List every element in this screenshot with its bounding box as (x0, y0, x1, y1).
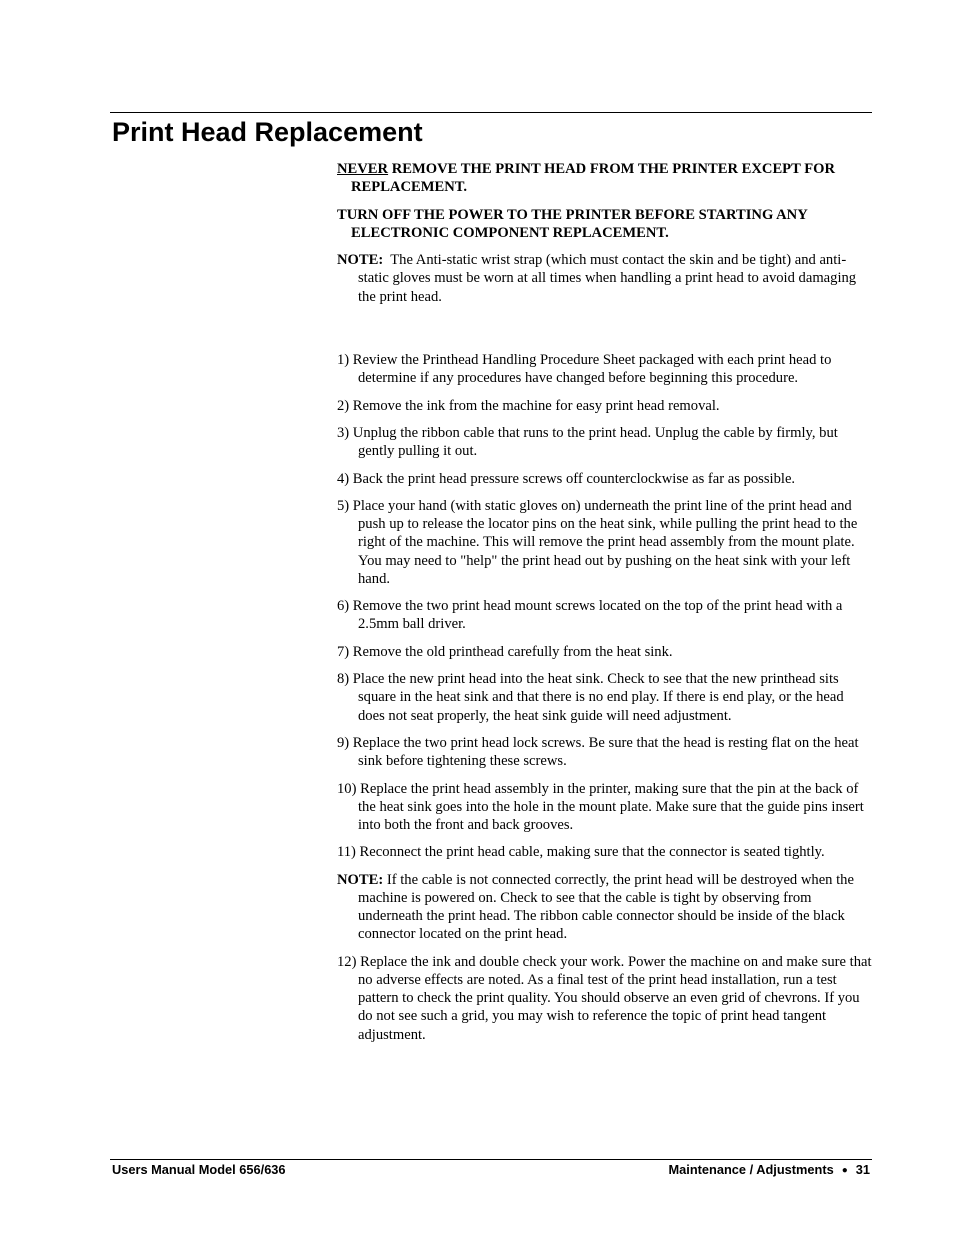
page-title: Print Head Replacement (112, 117, 423, 147)
footer-manual-title: Users Manual Model 656/636 (112, 1162, 286, 1177)
step-4: 4) Back the print head pressure screws off counterclockwise as far as possible. (337, 470, 796, 487)
step-3: 3) Unplug the ribbon cable that runs to the print head. Unplug the cable by firmly, but gently pulling it out. (337, 424, 838, 460)
note-text: The Anti-static wrist strap (which must contact the skin and be tight) and anti-static gloves must be worn at all times when handling a print head to avoid damaging the print head. (358, 252, 860, 305)
step-9: 9) Replace the two print head lock screws. Be sure that the head is resting flat on the heat sink before tightening these screws. (337, 734, 859, 770)
step-7: 7) Remove the old printhead carefully from the heat sink. (337, 643, 673, 660)
bullet-icon: ● (841, 1165, 848, 1176)
footer-section-page (669, 1162, 871, 1179)
note-label: NOTE: (337, 252, 384, 269)
step-5: 5) Place your hand (with static gloves on) underneath the print line of the print head and push up to release the locator pins on the heat sink, while pulling the print head to the right of the machine. This will remove the print head assembly from the mount plate. You may need to "help" the print head out by pushing on the heat sink with your left hand. (337, 497, 858, 587)
step-10: 10) Replace the print head assembly in the printer, making sure that the pin at the back of the heat sink goes into the hole in the mount plate. Make sure that the guide pins insert into both the front and back grooves. (337, 780, 864, 833)
step-11: 11) Reconnect the print head cable, making sure that the connector is seated tightly. (337, 844, 825, 861)
main-content (337, 160, 873, 1053)
step-2: 2) Remove the ink from the machine for easy print head removal. (337, 397, 720, 414)
warning-never-remove (337, 160, 873, 196)
note-anti-static (337, 251, 873, 306)
step-1: 1) Review the Printhead Handling Procedure Sheet packaged with each print head to determine if any procedures have changed before beginning this procedure. (337, 351, 832, 387)
footer-rule (110, 1159, 872, 1160)
note-cable-warning (337, 871, 873, 944)
note-label: NOTE: (337, 871, 384, 888)
spacer (337, 315, 873, 351)
step-6: 6) Remove the two print head mount screws located on the top of the print head with a 2.5mm ball driver. (337, 598, 843, 633)
footer-section: Maintenance / Adjustments (668, 1162, 834, 1177)
step-8: 8) Place the new print head into the heat sink. Check to see that the new printhead sits square in the heat sink and that there is no end play. If there is end play, or the head does not seat properly, the heat sink guide will need adjustment. (337, 671, 844, 724)
header-rule (110, 112, 872, 113)
step-12: 12) Replace the ink and double check your work. Power the machine on and make sure that no adverse effects are noted. As a final test of the print head installation, run a test pattern to check the print quality. You should observe an even grid of chevrons. If you do not see such a grid, you may wish to reference the topic of print head tangent adjustment. (337, 953, 872, 1043)
warning-emphasis: NEVER (337, 161, 389, 177)
page-number: 31 (855, 1162, 870, 1177)
warning-power-off: TURN OFF THE POWER TO THE PRINTER BEFORE STARTING ANY ELECTRONIC COMPONENT REPLACEMENT. (337, 206, 808, 241)
warning-text: REMOVE THE PRINT HEAD FROM THE PRINTER EXCEPT FOR REPLACEMENT. (351, 161, 836, 196)
note-text: If the cable is not connected correctly, the print head will be destroyed when the machine is powered on. Check to see that the cable is tight by observing from underneath the print head. The ribbon cable connector should be inside of the black connector located on the print head. (358, 871, 854, 943)
